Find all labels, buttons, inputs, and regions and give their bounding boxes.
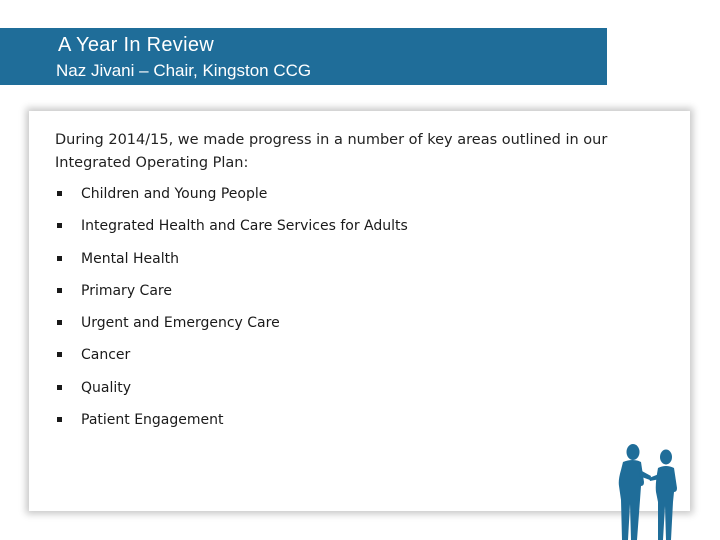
bullet-icon (57, 417, 62, 422)
list-item: Primary Care (55, 281, 408, 313)
bullet-icon (57, 385, 62, 390)
bullet-icon (57, 223, 62, 228)
list-item: Cancer (55, 345, 408, 377)
key-areas-list (55, 184, 408, 442)
bullet-icon (57, 320, 62, 325)
intro-text: During 2014/15, we made progress in a number of key areas outlined in our Integrated Operating Plan: (55, 132, 608, 171)
bullet-icon (57, 288, 62, 293)
bullet-icon (57, 352, 62, 357)
slide-title: A Year In Review (58, 34, 215, 56)
slide-subtitle (56, 61, 311, 81)
chair-role: – Chair, Kingston CCG (134, 61, 312, 80)
list-item: Mental Health (55, 249, 408, 281)
list-item: Children and Young People (55, 184, 408, 216)
bullet-icon (57, 256, 62, 261)
list-item: Integrated Health and Care Services for Adults (55, 216, 408, 248)
list-item: Urgent and Emergency Care (55, 313, 408, 345)
list-item: Patient Engagement (55, 410, 408, 442)
list-item: Quality (55, 378, 408, 410)
two-people-talking-silhouette-icon (613, 440, 683, 540)
chair-name: Naz Jivani (56, 61, 135, 80)
bullet-icon (57, 191, 62, 196)
